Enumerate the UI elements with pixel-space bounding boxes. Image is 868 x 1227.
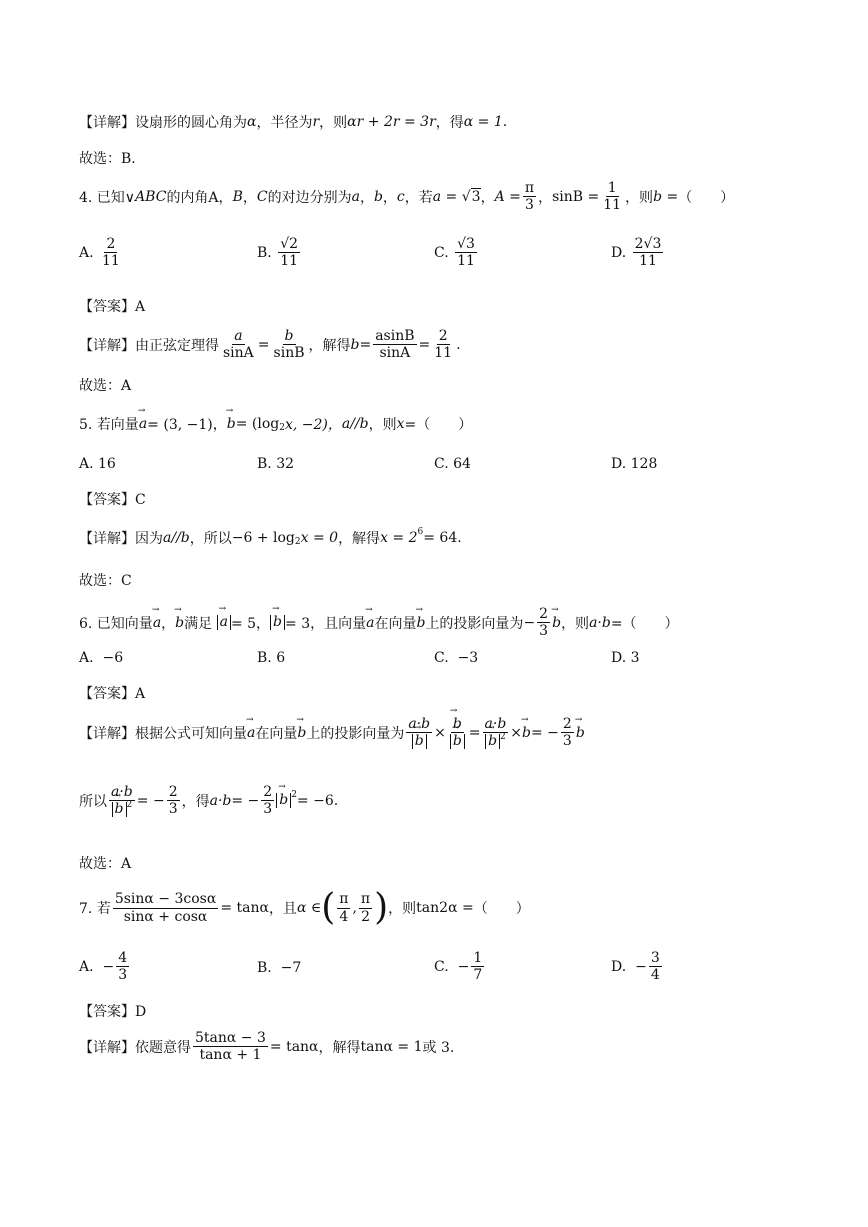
text: 设扇形的圆心角为 xyxy=(135,115,247,131)
option-q6-d: D. 3 xyxy=(611,650,640,666)
question-7: 7. 若 $\frac{5\sin\alpha - 3\cos\alpha}{\sin\alpha + \cos\alpha}$ = tanα ，且 α ∈ ( $\frac{\pi}{4}$ , $\frac{\pi}{2}$ ) ，则 tan2α = （ ） xyxy=(79,887,530,928)
math: A = xyxy=(494,188,521,205)
solution-line-q3 xyxy=(79,112,828,132)
text: ， xyxy=(359,189,374,206)
math: α = 1 xyxy=(463,114,503,130)
option-q5-d: D. 128 xyxy=(611,456,658,472)
fraction: $\frac{1}{11}$ xyxy=(603,180,622,214)
question-5: 5. 若向量 → a = (3, −1)， → b = (log 2 x, −2)， a//b ，则 x =（ ） xyxy=(79,414,828,434)
option-q4-d: D. $\frac{2√3}{11}$ xyxy=(611,236,662,270)
answer-q4: 【答案】A xyxy=(79,299,146,315)
text: ，得 xyxy=(435,115,464,131)
text: 的对边分别为 xyxy=(267,189,352,206)
choice-line-q3 xyxy=(79,148,828,168)
text: ，若 xyxy=(404,189,433,206)
fraction: $\frac{\pi}{3}$ xyxy=(524,180,535,214)
option-q4-b: B. $\frac{√2}{11}$ xyxy=(257,236,299,270)
math: a xyxy=(351,188,360,205)
text: ，则 xyxy=(319,115,348,131)
option-q5-c: C. 64 xyxy=(434,456,471,472)
option-q7-b: B. −7 xyxy=(257,960,302,976)
text: ，半径为 xyxy=(256,115,313,131)
option-q4-a: A. $\frac{2}{11}$ xyxy=(79,236,120,270)
text: （ ） xyxy=(678,189,735,206)
solution-q4: 【详解】 由正弦定理得 $\frac{a}{\sin A}$ = $\frac{b}{\sin B}$ ，解得 b = $\frac{asinB}{\sin A}$ = $\frac{2}{11}$ . xyxy=(79,328,461,362)
text: ， xyxy=(382,189,397,206)
option-q7-a: A. − $\frac{4}{3}$ xyxy=(79,950,128,984)
option-q4-c: C. $\frac{√3}{11}$ xyxy=(434,236,475,270)
text: 4. 已知∨ xyxy=(79,189,136,206)
solution-q7: 【详解】 依题意得 $\frac{5\tan\alpha - 3}{\tan\alpha + 1}$ = tanα ，解得 tanα = 1 或 3. xyxy=(79,1030,455,1064)
choice-q4: 故选：A xyxy=(79,378,132,394)
math: ABC xyxy=(135,188,167,205)
math: r xyxy=(312,114,320,130)
option-q6-c: C. −3 xyxy=(434,650,479,666)
text: . xyxy=(502,114,508,130)
math: b = xyxy=(653,188,679,205)
solution-q5: 【详解】 因为 a//b ，所以 −6 + log 2 x = 0 ，解得 x = 2 6 = 64 . xyxy=(79,527,462,547)
text: ， xyxy=(538,189,553,206)
option-q7-d: D. − $\frac{3}{4}$ xyxy=(611,950,660,984)
text: ， xyxy=(242,189,257,206)
option-q6-a: A. −6 xyxy=(79,650,124,666)
option-q5-a: A. 16 xyxy=(79,456,116,472)
text: 故选：B. xyxy=(79,151,136,167)
math: a = xyxy=(432,188,458,205)
math: α xyxy=(247,114,257,130)
math: B xyxy=(232,188,243,205)
answer-q6: 【答案】A xyxy=(79,686,146,702)
choice-q6: 故选：A xyxy=(79,856,132,872)
math: 3 xyxy=(471,189,481,206)
option-q7-c: C. − $\frac{1}{7}$ xyxy=(434,950,483,984)
question-6: 6. 已知向量 → a ， → b 满足 → a = 5， → b = 3，且向量 → a 在向量 → b 上的投影向量为 − $\frac{2}{3}$ → b ，则 a·b =（ ） xyxy=(79,606,828,639)
math: b xyxy=(373,188,383,205)
option-q6-b: B. 6 xyxy=(257,650,286,666)
answer-q7: 【答案】D xyxy=(79,1004,147,1020)
text: ， xyxy=(480,189,495,206)
text: 的内角A， xyxy=(166,189,233,206)
choice-q5: 故选：C xyxy=(79,573,132,589)
text: √ xyxy=(457,188,471,205)
solution-q6-cont: 所以 a·b → b $^2$ = − $\frac{2}{3}$ ，得 a·b = − $\frac{2}{3}$ → b 2 = −6 . xyxy=(79,784,828,817)
math: C xyxy=(256,188,268,205)
solution-label: 【详解】 xyxy=(79,115,135,131)
solution-q6: 【详解】 根据公式可知向量 → a 在向量 → b 上的投影向量为 a·b → b × → b → b = a·b → b $^2$ × → b = − $\frac{2}{3}$ → b xyxy=(79,716,828,749)
option-q5-b: B. 32 xyxy=(257,456,295,472)
question-4 xyxy=(79,180,828,213)
answer-q5: 【答案】C xyxy=(79,492,146,508)
math: αr + 2r = 3r xyxy=(347,114,436,130)
text: ，则 xyxy=(625,189,654,206)
math: sinB = xyxy=(552,188,600,205)
math: c xyxy=(396,188,405,205)
